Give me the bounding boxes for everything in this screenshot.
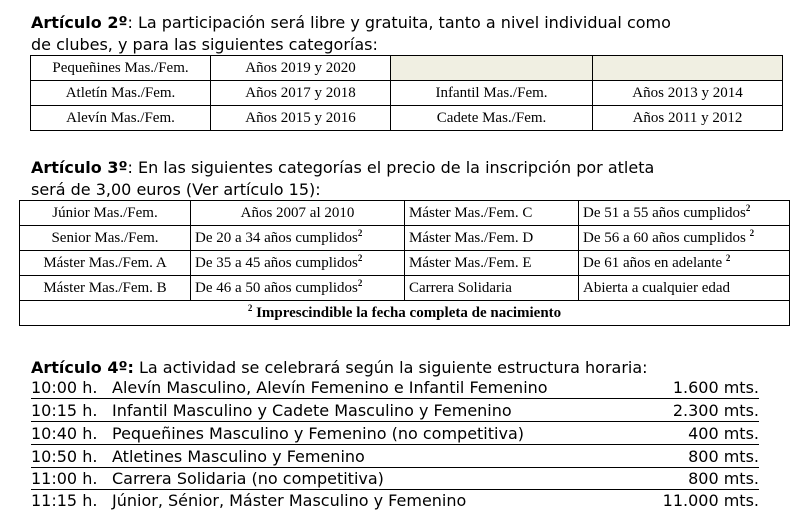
art4-intro: Artículo 4º: La actividad se celebrará según la siguiente estructura horaria: xyxy=(31,358,648,377)
table-cell: Senior Mas./Fem. xyxy=(20,226,191,251)
table-cell-empty xyxy=(391,56,593,81)
birthdate-note: $^2$ Imprescindible la fecha completa de nacimiento xyxy=(20,301,790,326)
table-row xyxy=(31,106,783,131)
table-cell: De 20 a 34 años cumplidos$^2$ xyxy=(191,226,405,251)
table-cell: Máster Mas./Fem. C xyxy=(405,201,579,226)
table-cell: Abierta a cualquier edad xyxy=(579,276,790,301)
schedule-row: 11:15 h. Júnior, Sénior, Máster Masculino y Femenino 11.000 mts. xyxy=(31,491,759,510)
table-row xyxy=(20,301,790,326)
schedule-row: 10:15 h. Infantil Masculino y Cadete Masculino y Femenino 2.300 mts. xyxy=(31,401,759,420)
footnote-mark: 2 xyxy=(357,278,363,288)
art2-line2: de clubes, y para las siguientes categorías: xyxy=(31,35,378,54)
art2-title: Artículo 2º xyxy=(31,13,128,32)
table-cell: De 56 a 60 años cumplidos $^2$ xyxy=(579,226,790,251)
table-cell: De 61 años en adelante $^2$ xyxy=(579,251,790,276)
table-row xyxy=(31,81,783,106)
table-cell: Máster Mas./Fem. E xyxy=(405,251,579,276)
table-cell: De 46 a 50 años cumplidos$^2$ xyxy=(191,276,405,301)
schedule-row: 10:00 h. Alevín Masculino, Alevín Femenino e Infantil Femenino 1.600 mts. xyxy=(31,378,759,397)
table-cell: Júnior Mas./Fem. xyxy=(20,201,191,226)
footnote-mark: 2 xyxy=(749,228,755,238)
table-cell: Años 2013 y 2014 xyxy=(593,81,783,106)
table-cell: Pequeñines Mas./Fem. xyxy=(31,56,211,81)
table-row xyxy=(20,226,790,251)
table-cell: Infantil Mas./Fem. xyxy=(391,81,593,106)
table-cell: Máster Mas./Fem. A xyxy=(20,251,191,276)
schedule-row: 10:40 h. Pequeñines Masculino y Femenino (no competitiva) 400 mts. xyxy=(31,424,759,443)
table-cell: Máster Mas./Fem. B xyxy=(20,276,191,301)
table-row xyxy=(31,56,783,81)
table-row xyxy=(20,201,790,226)
table-cell: Años 2015 y 2016 xyxy=(211,106,391,131)
art3-line1: Artículo 3º: En las siguientes categorías el precio de la inscripción por atleta xyxy=(31,158,655,177)
footnote-mark: 2 xyxy=(357,228,363,238)
table-cell: Carrera Solidaria xyxy=(405,276,579,301)
table-cell-empty xyxy=(593,56,783,81)
art3-categories-table xyxy=(19,200,790,326)
table-cell: Años 2011 y 2012 xyxy=(593,106,783,131)
table-cell: Años 2017 y 2018 xyxy=(211,81,391,106)
art4-title: Artículo 4º: xyxy=(31,358,134,377)
footnote-mark: 2 xyxy=(247,303,253,313)
table-row xyxy=(20,251,790,276)
table-cell: De 51 a 55 años cumplidos$^2$ xyxy=(579,201,790,226)
table-cell: Atletín Mas./Fem. xyxy=(31,81,211,106)
art3-title: Artículo 3º xyxy=(31,158,128,177)
table-cell: De 35 a 45 años cumplidos$^2$ xyxy=(191,251,405,276)
table-cell: Años 2019 y 2020 xyxy=(211,56,391,81)
schedule-row: 11:00 h. Carrera Solidaria (no competitiva) 800 mts. xyxy=(31,469,759,488)
footnote-mark: 2 xyxy=(725,253,731,263)
art2-line1: Artículo 2º: La participación será libre y gratuita, tanto a nivel individual como xyxy=(31,13,671,32)
table-cell: Cadete Mas./Fem. xyxy=(391,106,593,131)
art2-categories-table xyxy=(30,55,783,131)
table-cell: Años 2007 al 2010 xyxy=(191,201,405,226)
table-row xyxy=(20,276,790,301)
table-cell: Máster Mas./Fem. D xyxy=(405,226,579,251)
schedule-row: 10:50 h. Atletines Masculino y Femenino 800 mts. xyxy=(31,447,759,466)
table-cell: Alevín Mas./Fem. xyxy=(31,106,211,131)
footnote-mark: 2 xyxy=(357,253,363,263)
footnote-mark: 2 xyxy=(745,203,751,213)
art3-line2: será de 3,00 euros (Ver artículo 15): xyxy=(31,180,321,199)
